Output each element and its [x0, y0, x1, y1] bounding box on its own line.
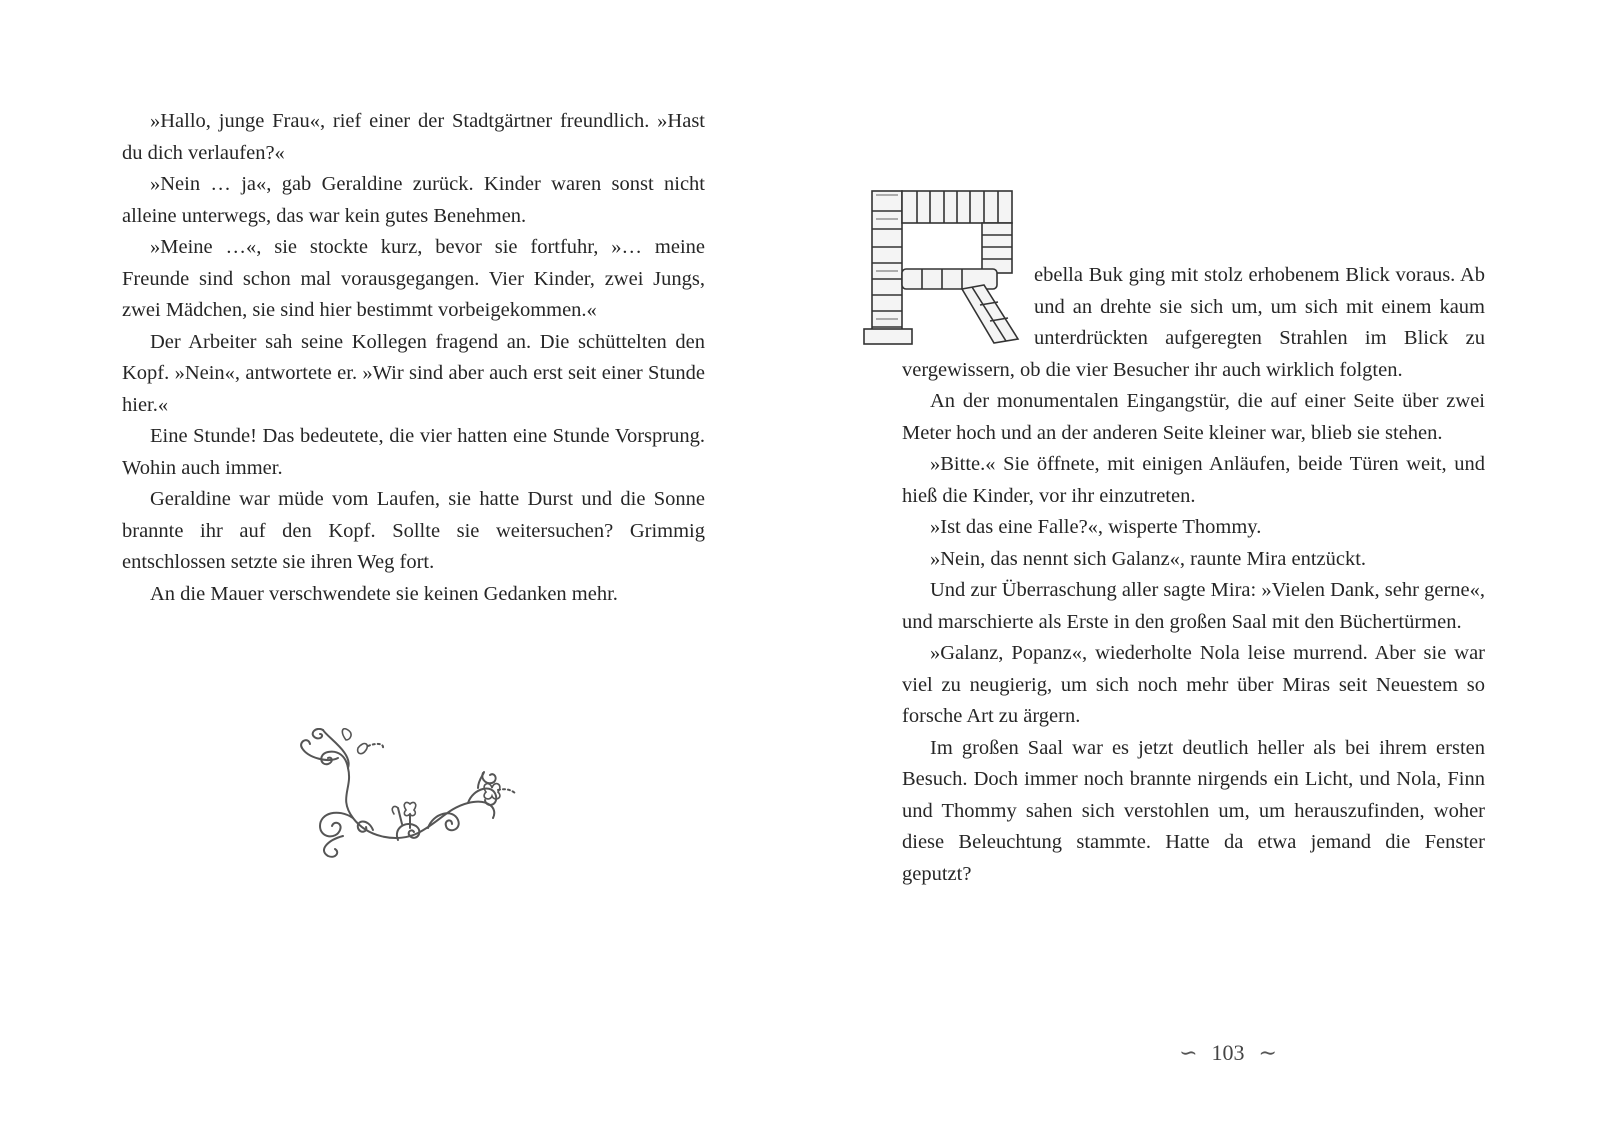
- paragraph: »Nein … ja«, gab Geraldine zurück. Kinder waren sonst nicht alleine unterwegs, das war kein gutes Benehmen.: [122, 173, 705, 227]
- paragraph: »Meine …«, sie stockte kurz, bevor sie fortfuhr, »… meine Freunde sind schon mal vorausgegangen. Vier Kinder, zwei Jungs, zwei Mädchen, sie sind hier bestimmt vorbeigekommen.«: [122, 236, 705, 321]
- paragraph: Und zur Überraschung aller sagte Mira: »Vielen Dank, sehr gerne«, und marschierte als Erste in den großen Saal mit den Büchertürmen.: [902, 579, 1485, 633]
- paragraph: An die Mauer verschwendete sie keinen Gedanken mehr.: [150, 582, 618, 605]
- right-page-text: [902, 260, 1485, 890]
- paragraph: »Bitte.« Sie öffnete, mit einigen Anläufen, beide Türen weit, und hieß die Kinder, vor ihr einzutreten.: [902, 453, 1485, 507]
- book-stack-letter-r-icon: [862, 189, 1024, 348]
- page-number: 103: [1211, 1040, 1245, 1065]
- page-number-footer: [1153, 1040, 1303, 1066]
- paragraph: »Ist das eine Falle?«, wisperte Thommy.: [930, 516, 1262, 538]
- right-page: [800, 0, 1600, 1131]
- paragraph: Geraldine war müde vom Laufen, sie hatte Durst und die Sonne brannte ihr auf den Kopf. Sollte sie weitersuchen? Grimmig entschlossen setzte sie ihren Weg fort.: [122, 488, 705, 573]
- paragraph: »Hallo, junge Frau«, rief einer der Stadtgärtner freundlich. »Hast du dich verlaufen?«: [122, 110, 705, 164]
- paragraph: An der monumentalen Eingangstür, die auf einer Seite über zwei Meter hoch und an der anderen Seite kleiner war, blieb sie stehen.: [902, 390, 1485, 444]
- paragraph: »Galanz, Popanz«, wiederholte Nola leise murrend. Aber sie war viel zu neugierig, um sich noch mehr über Miras seit Neuestem so forsche Art zu ärgern.: [902, 642, 1485, 727]
- paragraph: Der Arbeiter sah seine Kollegen fragend an. Die schüttelten den Kopf. »Nein«, antwortete er. »Wir sind aber auch erst seit einer Stunde hier.«: [122, 330, 705, 416]
- floral-swirl-ornament-icon: [298, 728, 523, 863]
- paragraph: »Nein, das nennt sich Galanz«, raunte Mira entzückt.: [930, 547, 1367, 570]
- paragraph: Im großen Saal war es jetzt deutlich heller als bei ihrem ersten Besuch. Doch immer noch brannte nirgends ein Licht, und Nola, Finn und Thommy sahen sich verstohlen um, um herauszufinden, woher diese Beleuchtung stammte. Hatte da etwa jemand die Fenster geputzt?: [902, 736, 1485, 885]
- left-page-text: [122, 106, 705, 610]
- paragraph: Eine Stunde! Das bedeutete, die vier hatten eine Stunde Vorsprung. Wohin auch immer.: [122, 425, 705, 479]
- paragraph: ebella Buk ging mit stolz erhobenem Blick voraus. Ab und an drehte sie sich um, um sich mit einem kaum unterdrückten aufgeregten Strahlen im Blick zu vergewissern, ob die vier Besucher ihr auch wirklich folgten.: [902, 264, 1485, 381]
- page-number-ornament-right: ∼: [1258, 1040, 1277, 1065]
- page-number-ornament-left: ∽: [1179, 1040, 1198, 1065]
